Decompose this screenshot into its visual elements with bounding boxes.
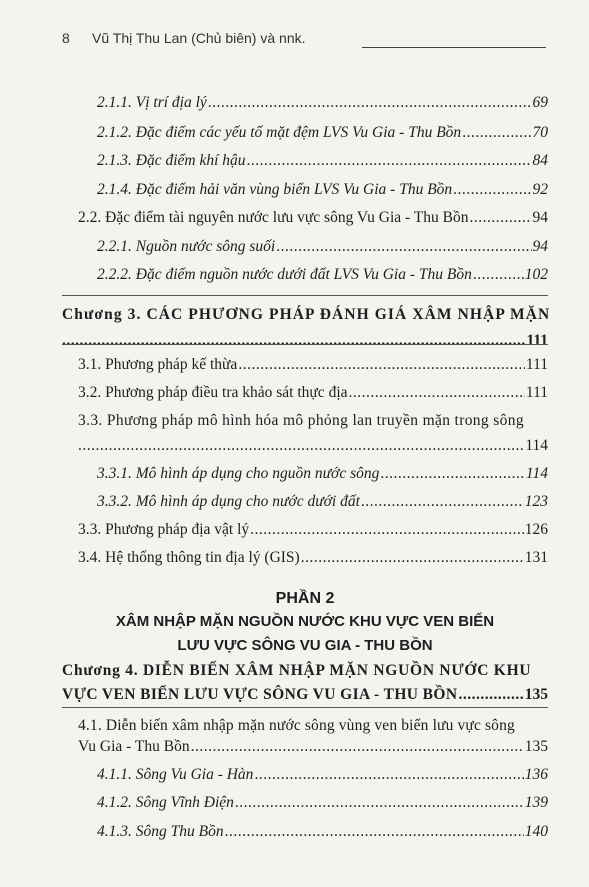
toc-entry-page: 94 bbox=[532, 209, 548, 226]
toc-entry-label: 2.2.2. Đặc điểm nguồn nước dưới đất LVS Vu Gia - Thu Bồn bbox=[97, 266, 472, 283]
dot-leader bbox=[208, 93, 532, 113]
header-rule bbox=[362, 47, 546, 48]
toc-entry-3-3-page-line[interactable] bbox=[78, 436, 548, 456]
toc-entry-3-3-1[interactable] bbox=[97, 464, 548, 484]
toc-entry-2-2[interactable] bbox=[78, 208, 548, 228]
toc-entry-2-1-4[interactable] bbox=[97, 180, 548, 200]
toc-entry-label: 3.2. Phương pháp điều tra khảo sát thực địa bbox=[78, 384, 348, 401]
toc-entry-label: 2.2.1. Nguồn nước sông suối bbox=[97, 238, 276, 255]
dot-leader bbox=[225, 822, 524, 842]
toc-entry-3-1[interactable] bbox=[78, 355, 548, 375]
toc-entry-3-3-2[interactable] bbox=[97, 492, 548, 512]
toc-entry-page: 111 bbox=[525, 356, 548, 373]
toc-entry-label: VỰC VEN BIỂN LƯU VỰC SÔNG VU GIA - THU BỒN bbox=[62, 686, 458, 703]
toc-entry-4-1-3[interactable] bbox=[97, 822, 548, 842]
toc-entry-label: 4.1.1. Sông Vu Gia - Hàn bbox=[97, 766, 254, 783]
toc-entry-label: 2.1.2. Đặc điểm các yếu tố mặt đệm LVS Vu Gia - Thu Bồn bbox=[97, 124, 462, 141]
part-2-subtitle-line1: XÂM NHẬP MẶN NGUỒN NƯỚC KHU VỰC VEN BIỂN bbox=[115, 613, 495, 630]
dot-leader bbox=[250, 520, 524, 540]
toc-entry-label: 4.1.2. Sông Vĩnh Điện bbox=[97, 794, 234, 811]
toc-entry-4-1-1[interactable] bbox=[97, 765, 548, 785]
dot-leader bbox=[62, 331, 525, 351]
toc-entry-page: 94 bbox=[532, 238, 548, 255]
dot-leader bbox=[458, 685, 523, 705]
toc-entry-page: 139 bbox=[524, 794, 548, 811]
toc-entry-page: 135 bbox=[524, 738, 548, 755]
toc-entry-3-3-line1[interactable]: 3.3. Phương pháp mô hình hóa mô phỏng lan truyền mặn trong sông bbox=[78, 412, 524, 429]
chapter-4-title-line2[interactable] bbox=[62, 685, 548, 705]
toc-entry-2-1-2[interactable] bbox=[97, 123, 548, 143]
dot-leader bbox=[191, 737, 524, 757]
page-number: 8 bbox=[62, 30, 70, 46]
dot-leader bbox=[78, 436, 524, 456]
toc-entry-label: 2.2. Đặc điểm tài nguyên nước lưu vực sông Vu Gia - Thu Bồn bbox=[78, 209, 469, 226]
toc-entry-page: 131 bbox=[524, 549, 548, 566]
toc-entry-label: 2.1.3. Đặc điểm khí hậu bbox=[97, 152, 246, 169]
toc-entry-page: 114 bbox=[525, 465, 548, 482]
chapter-4-title-line1[interactable]: Chương 4. DIỄN BIẾN XÂM NHẬP MẶN NGUỒN NƯỚC KHU bbox=[62, 662, 532, 679]
dot-leader bbox=[470, 208, 532, 228]
dot-leader bbox=[349, 383, 525, 403]
toc-entry-page: 136 bbox=[524, 766, 548, 783]
toc-entry-page: 140 bbox=[524, 823, 548, 840]
dot-leader bbox=[247, 151, 532, 171]
dot-leader bbox=[361, 492, 524, 512]
toc-entry-label: 2.1.4. Đặc điểm hải văn vùng biển LVS Vu Gia - Thu Bồn bbox=[97, 181, 453, 198]
chapter-3-page-line[interactable] bbox=[62, 331, 548, 351]
page-header bbox=[62, 30, 546, 52]
toc-entry-3-4[interactable] bbox=[78, 548, 548, 568]
toc-entry-page: 114 bbox=[525, 437, 548, 454]
toc-entry-2-2-1[interactable] bbox=[97, 237, 548, 257]
dot-leader bbox=[462, 123, 531, 143]
toc-entry-label: Vu Gia - Thu Bồn bbox=[78, 738, 190, 755]
toc-entry-label: 3.4. Hệ thống thông tin địa lý (GIS) bbox=[78, 549, 300, 566]
part-2-subtitle-line2: LƯU VỰC SÔNG VU GIA - THU BỒN bbox=[177, 637, 433, 654]
toc-entry-label: 4.1.3. Sông Thu Bồn bbox=[97, 823, 224, 840]
toc-entry-2-1-1[interactable] bbox=[97, 93, 548, 113]
toc-entry-4-1-2[interactable] bbox=[97, 793, 548, 813]
toc-entry-page: 92 bbox=[532, 181, 548, 198]
section-divider bbox=[62, 344, 548, 345]
toc-entry-label: 3.3.1. Mô hình áp dụng cho nguồn nước sông bbox=[97, 465, 380, 482]
toc-entry-label: 3.3. Phương pháp địa vật lý bbox=[78, 521, 250, 538]
toc-entry-label: 2.1.1. Vị trí địa lý bbox=[97, 94, 207, 111]
chapter-3-title[interactable]: Chương 3. CÁC PHƯƠNG PHÁP ĐÁNH GIÁ XÂM NHẬP MẶN bbox=[62, 306, 551, 323]
toc-entry-4-1-line2[interactable] bbox=[78, 737, 548, 757]
toc-entry-page: 111 bbox=[526, 332, 548, 349]
dot-leader bbox=[238, 355, 525, 375]
section-divider bbox=[62, 295, 548, 296]
toc-entry-3-3-b[interactable] bbox=[78, 520, 548, 540]
toc-entry-2-2-2[interactable] bbox=[97, 265, 548, 285]
toc-entry-2-1-3[interactable] bbox=[97, 151, 548, 171]
dot-leader bbox=[453, 180, 531, 200]
toc-entry-page: 102 bbox=[524, 266, 548, 283]
dot-leader bbox=[235, 793, 524, 813]
dot-leader bbox=[254, 765, 523, 785]
toc-entry-page: 123 bbox=[524, 493, 548, 510]
toc-entry-label: 3.1. Phương pháp kế thừa bbox=[78, 356, 238, 373]
toc-entry-page: 69 bbox=[532, 94, 548, 111]
toc-entry-page: 70 bbox=[532, 124, 548, 141]
dot-leader bbox=[276, 237, 531, 257]
toc-entry-page: 84 bbox=[532, 152, 548, 169]
dot-leader bbox=[380, 464, 525, 484]
dot-leader bbox=[301, 548, 524, 568]
dot-leader bbox=[473, 265, 524, 285]
toc-entry-label: 3.3.2. Mô hình áp dụng cho nước dưới đất bbox=[97, 493, 360, 510]
toc-entry-3-2[interactable] bbox=[78, 383, 548, 403]
header-authors: Vũ Thị Thu Lan (Chủ biên) và nnk. bbox=[92, 30, 306, 46]
part-2-title[interactable]: PHẦN 2 bbox=[275, 590, 335, 607]
toc-entry-page: 111 bbox=[525, 384, 548, 401]
toc-entry-page: 135 bbox=[524, 686, 548, 703]
section-divider bbox=[62, 707, 548, 708]
toc-entry-4-1-line1[interactable]: 4.1. Diễn biến xâm nhập mặn nước sông vùng ven biển lưu vực sông bbox=[78, 717, 515, 734]
toc-entry-page: 126 bbox=[524, 521, 548, 538]
